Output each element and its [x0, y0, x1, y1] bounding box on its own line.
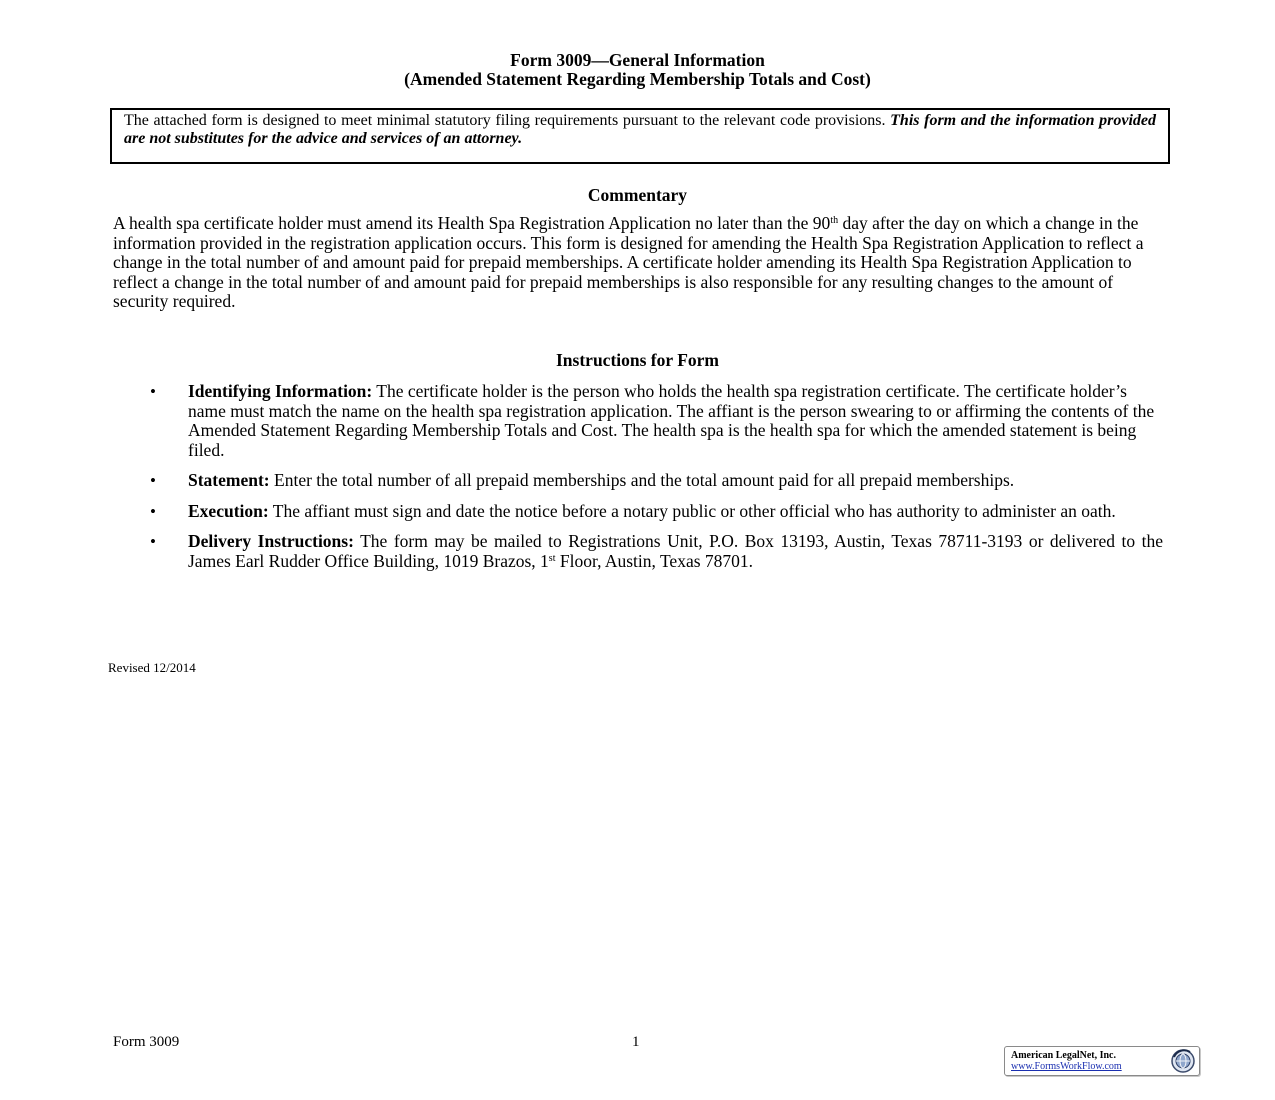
instruction-statement — [0, 471, 1163, 491]
logo-company-name: American LegalNet, Inc. — [1011, 1050, 1116, 1061]
bullet: • — [150, 471, 156, 490]
instruction-text: The form may be mailed to Registrations Unit, P.O. Box 13193, Austin, Texas 78711-3193 or delivered to the James Earl Rudder Office Building, 1019 Brazos, 1 — [188, 531, 1163, 571]
page-number: 1 — [632, 1034, 640, 1050]
revision-date: Revised 12/2014 — [108, 660, 196, 675]
instruction-text-continued: Floor, Austin, Texas 78701. — [555, 550, 754, 571]
globe-icon — [1170, 1048, 1196, 1074]
publisher-logo[interactable] — [1004, 1046, 1200, 1076]
bullet: • — [150, 382, 156, 401]
instruction-text: The certificate holder is the person who holds the health spa registration certificate. The certificate holder’s name must match the name on the health spa registration application. The affiant is the person swearing to or affirming the contents of the Amended Statement Regarding Membership Totals and Cost. The health spa is the health spa for which the amended statement is being filed. — [188, 381, 1155, 460]
instruction-delivery — [0, 532, 1163, 571]
disclaimer-emphasis: This form and the information provided are not substitutes for the advice and services of an attorney. — [124, 112, 1157, 147]
commentary-text-continued: day after the day on which a change in the information provided in the registration application occurs. This form is designed for amending the Health Spa Registration Application to reflect a change in the total number of and amount paid for prepaid memberships. A certificate holder amending its Health Spa Registration Application to reflect a change in the total number of and amount paid for prepaid memberships is also responsible for any resulting changes to the amount of security required. — [113, 213, 1144, 311]
instructions-heading: Instructions for Form — [556, 350, 719, 370]
instructions-list — [0, 382, 1275, 582]
bullet: • — [150, 501, 156, 521]
instruction-label: Execution: — [188, 500, 269, 521]
form-subtitle: (Amended Statement Regarding Membership Totals and Cost) — [404, 69, 871, 89]
instruction-text: Enter the total number of all prepaid memberships and the total amount paid for all prepaid memberships. — [269, 470, 1015, 490]
disclaimer-text: The attached form is designed to meet minimal statutory filing requirements pursuant to the relevant code provisions. — [124, 112, 891, 129]
bullet: • — [150, 532, 156, 551]
footer-form-label: Form 3009 — [113, 1034, 180, 1050]
instruction-label: Statement: — [188, 470, 270, 490]
instruction-execution — [0, 502, 1163, 522]
instruction-identifying-information — [0, 382, 1163, 460]
disclaimer-box — [110, 108, 1170, 164]
instruction-label: Delivery Instructions: — [188, 531, 354, 551]
instruction-label: Identifying Information: — [188, 381, 373, 401]
form-title: Form 3009—General Information — [510, 50, 765, 70]
commentary-text: A health spa certificate holder must amend its Health Spa Registration Application no later than the 90 — [113, 213, 831, 233]
commentary-paragraph — [113, 214, 1165, 312]
commentary-superscript: th — [830, 215, 839, 226]
instruction-superscript: st — [548, 552, 556, 564]
logo-url-link[interactable]: www.FormsWorkFlow.com — [1011, 1061, 1122, 1072]
instruction-text: The affiant must sign and date the notice before a notary public or other official who has authority to administer an oath. — [268, 500, 1116, 521]
commentary-heading: Commentary — [587, 185, 688, 205]
